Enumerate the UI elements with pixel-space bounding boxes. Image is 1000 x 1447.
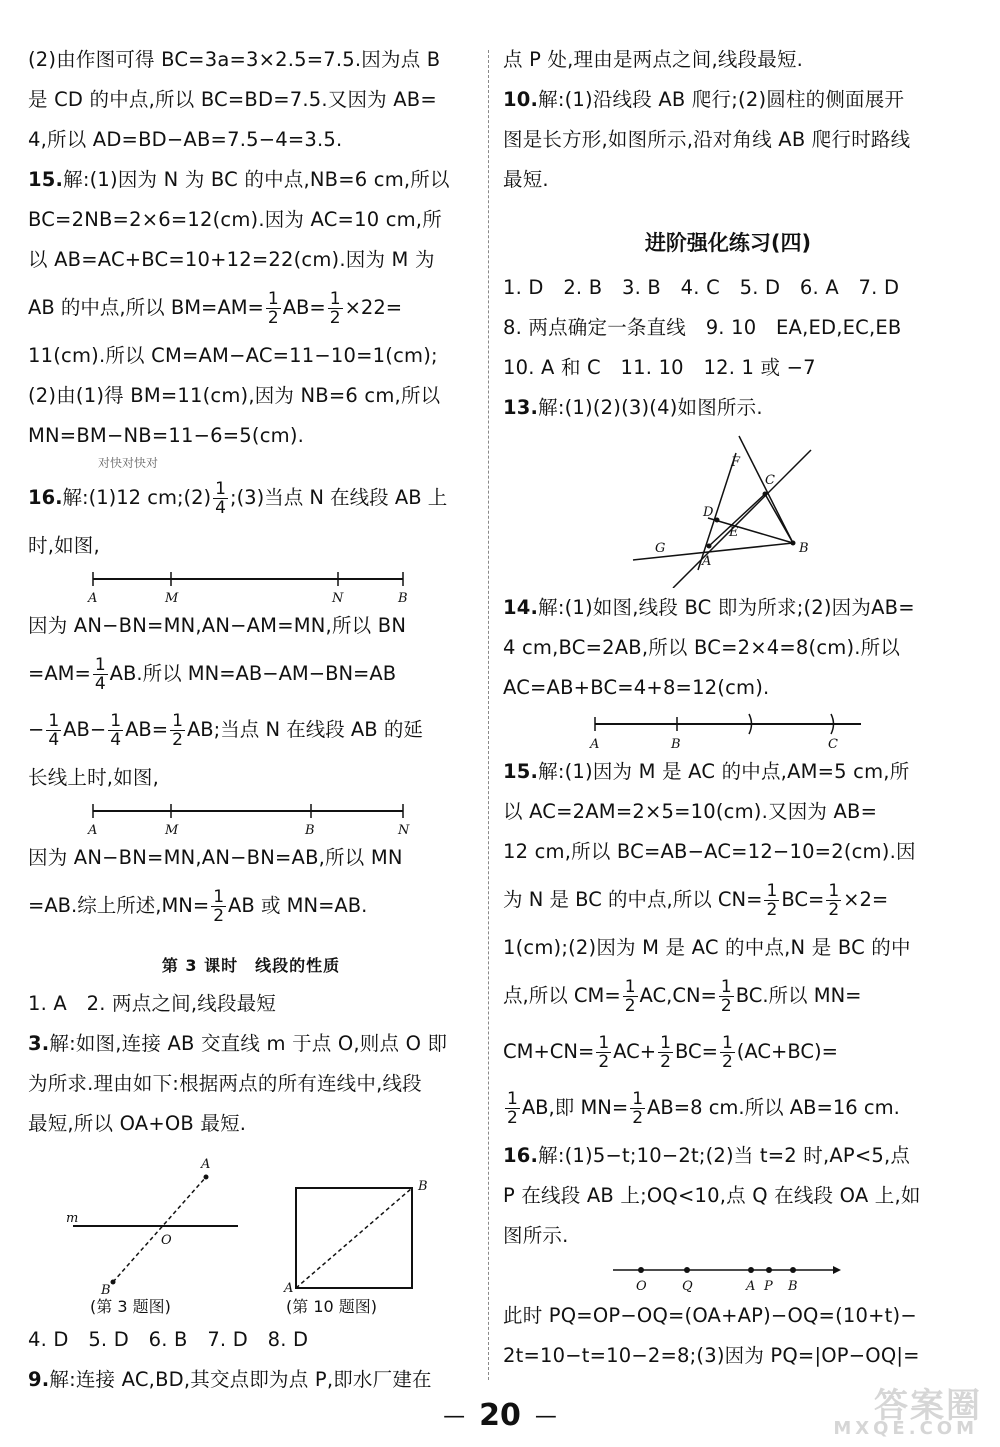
fraction-half: $\frac{1}{2}$	[329, 289, 341, 328]
fraction-quarter: $\frac{1}{4}$	[94, 655, 106, 694]
q15-line: 1(cm);(2)因为 M 是 AC 的中点,N 是 BC 的中	[503, 936, 911, 959]
watermark-url: MXQE.COM	[833, 1418, 978, 1439]
point-D	[715, 518, 720, 523]
q13-line: 13.解:(1)(2)(3)(4)如图所示.	[503, 396, 763, 419]
q15-line: 以 AB=AC+BC=10+12=22(cm).因为 M 为	[28, 248, 435, 271]
point-C	[763, 492, 768, 497]
segment-figure-1	[28, 566, 474, 606]
q10-line: 10.解:(1)沿线段 AB 爬行;(2)圆柱的侧面展开	[503, 88, 905, 111]
label-B: B	[101, 1283, 111, 1294]
fraction-quarter: $\frac{1}{4}$	[215, 479, 226, 518]
label-P: P	[764, 1279, 773, 1294]
answers-row: 10. A 和 C 11. 10 12. 1 或 −7	[503, 356, 816, 379]
segment-figure-2	[28, 798, 474, 838]
label-A: A	[88, 823, 98, 838]
label-B: B	[418, 1179, 428, 1194]
label-A: A	[88, 591, 98, 606]
q15-line: 15.解:(1)因为 M 是 AC 的中点,AM=5 cm,所	[503, 760, 910, 783]
q16-line: P 在线段 AB 上;OQ<10,点 Q 在线段 OA 上,如	[503, 1184, 921, 1207]
point-A	[748, 1267, 754, 1273]
label-N: N	[332, 591, 344, 606]
fraction-half: $\frac{1}{2}$	[720, 977, 732, 1016]
figure-q16	[503, 1256, 953, 1296]
answers-row: 8. 两点确定一条直线 9. 10 EA,ED,EC,EB	[503, 316, 902, 339]
q14-line: AC=AB+BC=4+8=12(cm).	[503, 676, 770, 699]
q9-continued: 点 P 处,理由是两点之间,线段最短.	[503, 48, 804, 71]
q10-line: 图是长方形,如图所示,沿对角线 AB 爬行时路线	[503, 128, 911, 151]
q14-line: (2)由作图可得 BC=3a=3×2.5=7.5.因为点 B	[28, 48, 441, 71]
label-m: m	[66, 1211, 79, 1226]
label-F: F	[731, 455, 741, 470]
q16-line: 长线上时,如图,	[28, 766, 159, 789]
caption-q3: (第 3 题图)	[90, 1297, 171, 1316]
fraction-half: $\frac{1}{2}$	[660, 1033, 671, 1072]
lesson-answers: 4. D 5. D 6. B 7. D 8. D	[28, 1328, 309, 1351]
label-A: A	[284, 1281, 294, 1294]
q14-line: 是 CD 的中点,所以 BC=BD=7.5.又因为 AB=	[28, 88, 437, 111]
q15-line: MN=BM−NB=11−6=5(cm).	[28, 424, 305, 447]
label-D: D	[703, 505, 714, 520]
answers-row: 1. D 2. B 3. B 4. C 5. D 6. A 7. D	[503, 276, 900, 299]
label-A: A	[201, 1157, 211, 1172]
point-P	[766, 1267, 772, 1273]
q16-line: =AM= $\frac{1}{4}$ AB.所以 MN=AB−AM−BN=AB	[28, 655, 397, 694]
label-Q: Q	[682, 1279, 693, 1294]
label-B: B	[788, 1279, 798, 1294]
q16-line: 图所示.	[503, 1224, 569, 1247]
figures-q3-q10	[28, 1144, 474, 1294]
stamp-text: 对快对快对	[98, 456, 159, 470]
column-divider	[488, 50, 489, 1380]
point-B	[791, 541, 796, 546]
q16-line: 因为 AN−BN=MN,AN−AM=MN,所以 BN	[28, 614, 407, 637]
left-column	[28, 40, 474, 1400]
point-B	[111, 1280, 116, 1285]
fraction-half: $\frac{1}{2}$	[632, 1089, 644, 1128]
label-B: B	[398, 591, 408, 606]
watermark-logo: 答案圈	[874, 1386, 982, 1426]
q16-line: 此时 PQ=OP−OQ=(OA+AP)−OQ=(10+t)−	[503, 1304, 917, 1327]
line-FB	[739, 436, 793, 543]
label-C: C	[765, 473, 775, 488]
q16-number: 16.	[28, 486, 63, 509]
l3-q3-line: 为所求.理由如下:根据两点的所有连线中,线段	[28, 1072, 422, 1095]
caption-q10: (第 10 题图)	[286, 1297, 378, 1316]
line-CA	[673, 450, 811, 588]
point-Q	[684, 1267, 690, 1273]
label-M: M	[165, 591, 179, 606]
point-B	[790, 1267, 796, 1273]
label-O: O	[161, 1233, 172, 1248]
fraction-half: $\frac{1}{2}$	[267, 289, 279, 328]
q14-line: 14.解:(1)如图,线段 BC 即为所求;(2)因为AB=	[503, 596, 915, 619]
section-title: 进阶强化练习(四)	[644, 231, 812, 255]
q15-line: $\frac{1}{2}$ AB,即 MN= $\frac{1}{2}$ AB=8 cm.所以 AB=16 cm.	[507, 1089, 900, 1128]
right-column	[503, 40, 953, 1376]
label-B: B	[305, 823, 315, 838]
l3-q9-line: 9.解:连接 AC,BD,其交点即为点 P,即水厂建在	[28, 1368, 432, 1391]
lesson-answers: 1. A 2. 两点之间,线段最短	[28, 992, 277, 1015]
l3-q3-line: 最短,所以 OA+OB 最短.	[28, 1112, 247, 1135]
point-A	[707, 544, 712, 549]
q15-line: (2)由(1)得 BM=11(cm),因为 NB=6 cm,所以	[28, 384, 441, 407]
label-A: A	[746, 1279, 756, 1294]
q15-line: 为 N 是 BC 的中点,所以 CN= $\frac{1}{2}$ BC= $\frac{1}{2}$ ×2=	[503, 881, 889, 920]
dashed-AB	[113, 1177, 206, 1282]
label-E: E	[729, 525, 739, 540]
arrow-head	[833, 1266, 841, 1274]
q16-line: 2t=10−t=10−2=8;(3)因为 PQ=|OP−OQ|=	[503, 1344, 920, 1367]
label-G: G	[655, 541, 666, 556]
q15-line: 点,所以 CM= $\frac{1}{2}$ AC,CN= $\frac{1}{2}$ BC.所以 MN=	[503, 977, 862, 1016]
fraction-half: $\frac{1}{2}$	[766, 881, 778, 920]
q15-line: BC=2NB=2×6=12(cm).因为 AC=10 cm,所	[28, 208, 442, 231]
fraction-half: $\frac{1}{2}$	[598, 1033, 610, 1072]
figure-q14	[503, 708, 953, 752]
label-A: A	[590, 737, 600, 752]
q16-line: 因为 AN−BN=MN,AN−BN=AB,所以 MN	[28, 846, 403, 869]
q15-line: CM+CN= $\frac{1}{2}$ AC+ $\frac{1}{2}$ BC= $\frac{1}{2}$ (AC+BC)=	[503, 1033, 838, 1072]
fraction-quarter: $\frac{1}{4}$	[48, 711, 60, 750]
label-N: N	[398, 823, 410, 838]
fraction-half: $\frac{1}{2}$	[213, 887, 225, 926]
q16-line: 时,如图,	[28, 534, 100, 557]
figure-q13	[503, 428, 953, 588]
label-C: C	[828, 737, 838, 752]
q16-line: 16.解:(1)12 cm;(2) $\frac{1}{4}$ ;(3)当点 N 在线段 AB 上	[28, 479, 448, 518]
captions-row	[28, 1294, 474, 1320]
q16-line: 16.解:(1)5−t;10−2t;(2)当 t=2 时,AP<5,点	[503, 1144, 911, 1167]
diagonal-AB	[296, 1188, 412, 1288]
label-O: O	[636, 1279, 647, 1294]
page-number: — 20 —	[443, 1398, 557, 1433]
q16-line: − $\frac{1}{4}$ AB− $\frac{1}{4}$ AB= $\frac{1}{2}$ AB;当点 N 在线段 AB 的延	[28, 711, 423, 750]
fraction-half: $\frac{1}{2}$	[507, 1089, 518, 1128]
fraction-half: $\frac{1}{2}$	[624, 977, 636, 1016]
lesson-title: 第 3 课时 线段的性质	[161, 956, 341, 975]
l3-q3-line: 3.解:如图,连接 AB 交直线 m 于点 O,则点 O 即	[28, 1032, 448, 1055]
fraction-half: $\frac{1}{2}$	[721, 1033, 733, 1072]
q10-line: 最短.	[503, 168, 549, 191]
q15-line: 12 cm,所以 BC=AB−AC=12−10=2(cm).因	[503, 840, 916, 863]
label-B: B	[799, 541, 809, 556]
point-A	[204, 1175, 209, 1180]
q15-line: 以 AC=2AM=2×5=10(cm).又因为 AB=	[503, 800, 878, 823]
label-B: B	[671, 737, 681, 752]
fraction-half: $\frac{1}{2}$	[172, 711, 183, 750]
q14-line: 4,所以 AD=BD−AB=7.5−4=3.5.	[28, 128, 343, 151]
fraction-half: $\frac{1}{2}$	[828, 881, 840, 920]
label-A: A	[702, 554, 712, 569]
fraction-quarter: $\frac{1}{4}$	[110, 711, 122, 750]
q15-number: 15.	[28, 168, 64, 191]
q16-line: =AB.综上所述,MN= $\frac{1}{2}$ AB 或 MN=AB.	[28, 887, 368, 926]
q15-line: 11(cm).所以 CM=AM−AC=11−10=1(cm);	[28, 344, 438, 367]
q15-line: 15.解:(1)因为 N 为 BC 的中点,NB=6 cm,所以	[28, 168, 450, 191]
q14-line: 4 cm,BC=2AB,所以 BC=2×4=8(cm).所以	[503, 636, 901, 659]
point-O	[638, 1267, 644, 1273]
label-M: M	[165, 823, 179, 838]
q15-line: AB 的中点,所以 BM=AM= $\frac{1}{2}$ AB= $\frac{1}{2}$ ×22=	[28, 289, 403, 328]
